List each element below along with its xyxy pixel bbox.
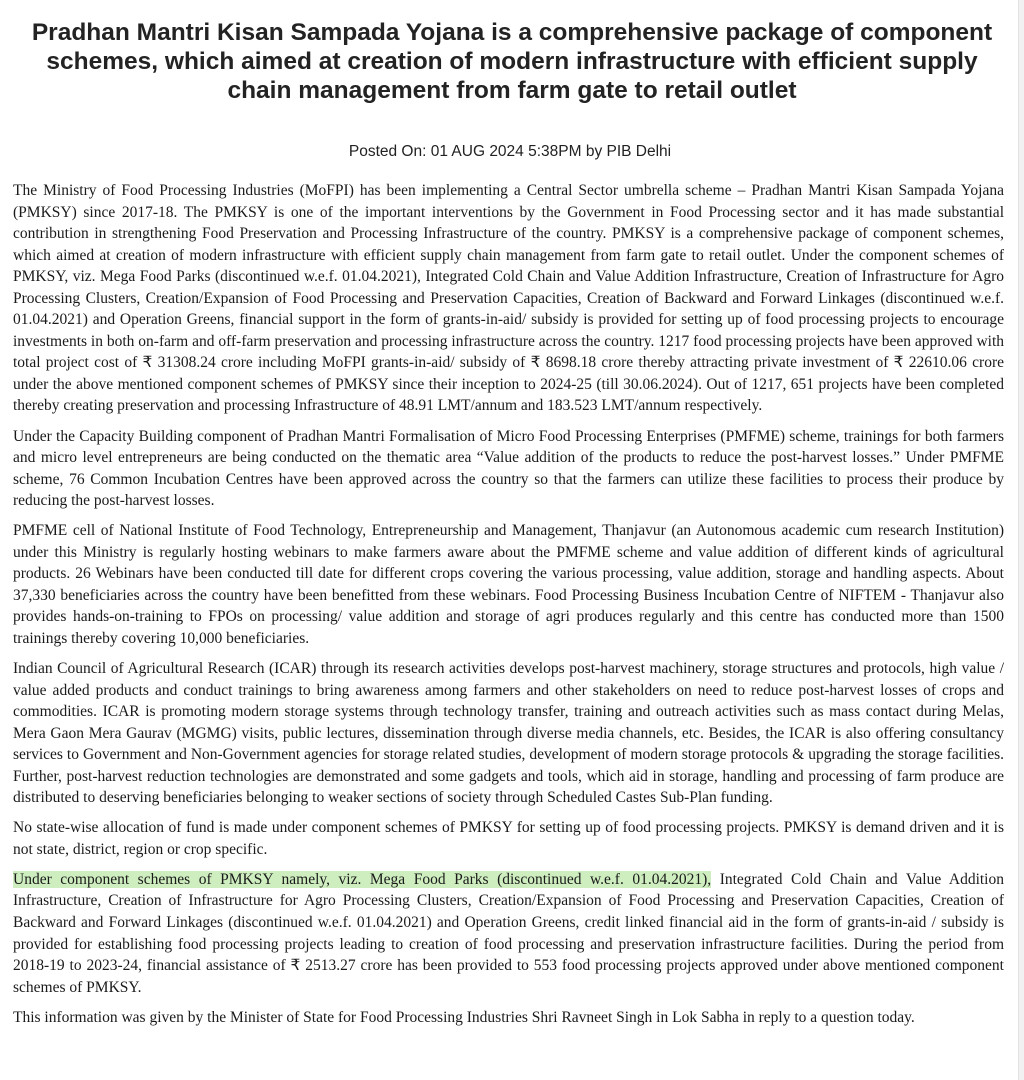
page-title: Pradhan Mantri Kisan Sampada Yojana is a comprehensive package of component schemes, which aimed at creation of modern infrastructure with efficient supply chain management from farm gate to retail outlet [31,19,993,104]
posted-on-line: Posted On: 01 AUG 2024 5:38PM by PIB Delhi [348,143,672,160]
paragraph-state-allocation: No state-wise allocation of fund is made under component schemes of PMKSY for setting up of food processing projects. PMKSY is demand driven and it is not state, district, region or crop specific. [13,819,1004,858]
article-body [13,180,1004,1037]
paragraph-pmksy-overview: The Ministry of Food Processing Industries (MoFPI) has been implementing a Central Sector umbrella scheme – Pradhan Mantri Kisan Sampada Yojana (PMKSY) since 2017-18. The PMKSY is one of the important interventions by the Government in Food Processing sector and it has made substantial contribution in strengthening Food Preservation and Processing Infrastructure of the country. PMKSY is a comprehensive package of component schemes, which aimed at creation of modern infrastructure with efficient supply chain management from farm gate to retail outlet. Under the component schemes of PMKSY, viz. Mega Food Parks (discontinued w.e.f. 01.04.2021), Integrated Cold Chain and Value Addition Infrastructure, Creation of Infrastructure for Agro Processing Clusters, Creation/Expansion of Food Processing and Preservation Capacities, Creation of Backward and Forward Linkages (discontinued w.e.f. 01.04.2021) and Operation Greens, financial support in the form of grants-in-aid/ subsidy is provided for setting up of food processing projects to encourage investments in both on-farm and off-farm preservation and processing infrastructure across the country. 1217 food processing projects have been approved with total project cost of ₹ 31308.24 crore including MoFPI grants-in-aid/ subsidy of ₹ 8698.18 crore thereby attracting private investment of ₹ 22610.06 crore under the above mentioned component schemes of PMKSY since their inception to 2024-25 (till 30.06.2024). Out of 1217, 651 projects have been completed thereby creating preservation and processing Infrastructure of 48.91 LMT/annum and 183.523 LMT/annum respectively. [13,182,1004,415]
paragraph-pmfme-capacity-building: Under the Capacity Building component of Pradhan Mantri Formalisation of Micro Food Processing Enterprises (PMFME) scheme, trainings for both farmers and micro level entrepreneurs are being conducted on the thematic area “Value addition of the products to reduce the post-harvest losses.” Under PMFME scheme, 76 Common Incubation Centres have been approved across the country so that the farmers can utilize these facilities to process their produce by reducing the post-harvest losses. [13,427,1004,510]
paragraph-niftem-webinars: PMFME cell of National Institute of Food Technology, Entrepreneurship and Management, Thanjavur (an Autonomous academic cum research Institution) under this Ministry is regularly hosting webinars to make farmers aware about the PMFME scheme and value addition of different kinds of agricultural products. 26 Webinars have been conducted till date for different crops covering the various processing, value addition, storage and handling aspects. About 37,330 beneficiaries across the country have been benefitted from these webinars. Food Processing Business Incubation Centre of NIFTEM - Thanjavur also provides hands-on-training to FPOs on processing/ value addition and storage of agri produces regularly and this centre has conducted more than 1500 trainings thereby covering 10,000 beneficiaries. [13,522,1004,647]
paragraph-icar-research: Indian Council of Agricultural Research (ICAR) through its research activities develops post-harvest machinery, storage structures and protocols, high value / value added products and conduct trainings to bring awareness among farmers and other stakeholders on need to reduce post-harvest losses of crops and commodities. ICAR is promoting modern storage systems through technology transfer, training and outreach activities such as mass contact during Melas, Mera Gaon Mera Gaurav (MGMG) visits, public lectures, dissemination through diverse media channels, etc. Besides, the ICAR is also offering consultancy services to Government and Non-Government agencies for storage related studies, development of modern storage protocols & upgrading the storage facilities. Further, post-harvest reduction technologies are demonstrated and some gadgets and tools, which aid in storage, handling and processing of farm produce are distributed to deserving beneficiaries belonging to weaker sections of society through Scheduled Castes Sub-Plan funding. [13,659,1004,807]
highlighted-text: Under component schemes of PMKSY namely, viz. Mega Food Parks (discontinued w.e.f. 01.04.2021), [13,870,712,888]
paragraph-continuation: Integrated Cold Chain and Value Addition Infrastructure, Creation of Infrastructure for Agro Processing Clusters, Creation/Expansion of Food Processing and Preservation Capacities, Creation of Backward and Forward Linkages (discontinued w.e.f. 01.04.2021) and Operation Greens, credit linked financial aid in the form of grants-in-aid / subsidy is provided for establishing food processing projects leading to creation of food processing and preservation infrastructure facilities. During the period from 2018-19 to 2023-24, financial assistance of ₹ 2513.27 crore has been provided to 553 food processing projects approved under above mentioned component schemes of PMKSY. [13,870,1004,996]
scrollbar-track[interactable] [1018,0,1024,1080]
paragraph-financial-assistance [13,869,1004,998]
paragraph-closing-note: This information was given by the Minister of State for Food Processing Industries Shri Ravneet Singh in Lok Sabha in reply to a question today. [13,1008,915,1026]
